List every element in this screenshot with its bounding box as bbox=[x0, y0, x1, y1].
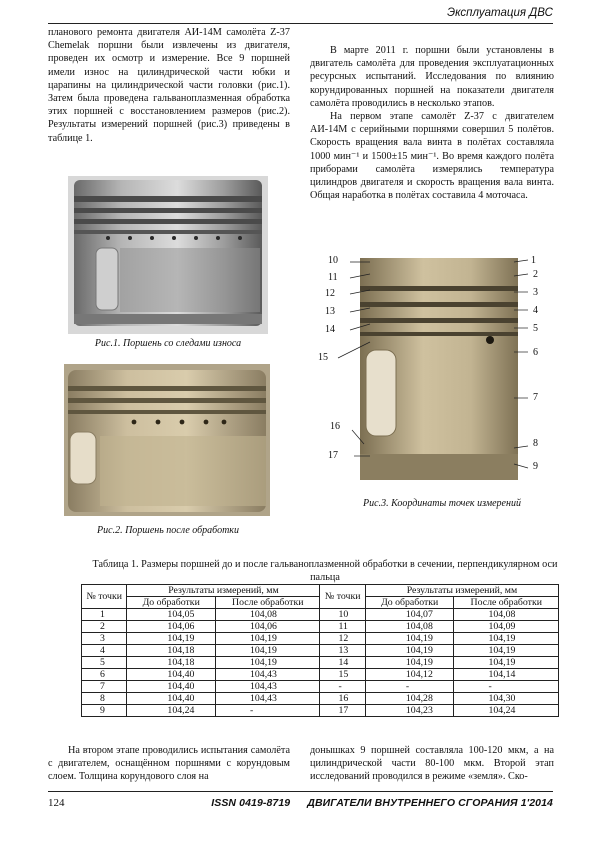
header-after: После обработки bbox=[454, 597, 559, 609]
point-cell: 1 bbox=[82, 609, 127, 621]
figure-3-caption: Рис.3. Координаты точек измерений bbox=[363, 498, 521, 509]
fig3-label-4: 4 bbox=[533, 305, 538, 316]
before-cell: 104,05 bbox=[127, 609, 216, 621]
header-results: Результаты измерений, мм bbox=[127, 585, 320, 597]
footer-rule bbox=[48, 791, 553, 792]
after-cell: 104,19 bbox=[454, 633, 559, 645]
paragraph: На втором этапе проводились испытания самолёта с двигателем, оснащённом поршнями с корундовым слоем. Толщина корундового слоя на bbox=[48, 745, 290, 783]
table-header-row bbox=[82, 585, 559, 597]
after-cell: 104,09 bbox=[454, 621, 559, 633]
before-cell: 104,40 bbox=[127, 693, 216, 705]
before-cell: 104,24 bbox=[127, 705, 216, 717]
before-cell: 104,07 bbox=[365, 609, 454, 621]
after-cell: 104,06 bbox=[216, 621, 320, 633]
point-cell: 16 bbox=[320, 693, 365, 705]
fig3-label-8: 8 bbox=[533, 438, 538, 449]
point-cell: 15 bbox=[320, 669, 365, 681]
figure-1-photo bbox=[68, 176, 268, 334]
page-number: 124 bbox=[48, 797, 65, 809]
table-row bbox=[82, 609, 559, 621]
table-row bbox=[82, 657, 559, 669]
after-cell: 104,43 bbox=[216, 681, 320, 693]
point-cell: 17 bbox=[320, 705, 365, 717]
table-title: Таблица 1. Размеры поршней до и после гальваноплазменной обработки в сечении, перпендикулярном оси пальца bbox=[92, 559, 558, 583]
figure-1-caption: Рис.1. Поршень со следами износа bbox=[94, 338, 242, 349]
after-cell: 104,43 bbox=[216, 693, 320, 705]
point-cell: 12 bbox=[320, 633, 365, 645]
point-cell: 7 bbox=[82, 681, 127, 693]
point-cell: 6 bbox=[82, 669, 127, 681]
after-cell: 104,43 bbox=[216, 669, 320, 681]
fig3-label-12: 12 bbox=[325, 288, 335, 299]
journal-name: ДВИГАТЕЛИ ВНУТРЕННЕГО СГОРАНИЯ 1'2014 bbox=[307, 797, 553, 809]
fig3-label-13: 13 bbox=[325, 306, 335, 317]
running-header bbox=[48, 6, 553, 24]
after-cell: - bbox=[454, 681, 559, 693]
point-cell: 9 bbox=[82, 705, 127, 717]
before-cell: 104,19 bbox=[365, 645, 454, 657]
before-cell: 104,19 bbox=[365, 657, 454, 669]
fig3-label-7: 7 bbox=[533, 392, 538, 403]
fig3-label-6: 6 bbox=[533, 347, 538, 358]
point-cell: 5 bbox=[82, 657, 127, 669]
after-cell: 104,30 bbox=[454, 693, 559, 705]
fig3-label-5: 5 bbox=[533, 323, 538, 334]
header-point: № точки bbox=[82, 585, 127, 609]
table-body bbox=[82, 609, 559, 717]
before-cell: 104,40 bbox=[127, 681, 216, 693]
paragraph: В марте 2011 г. поршни были установлены в двигатель самолёта для проведения эксплуатационных ресурсных испытаний. Исследования по влиянию корундированных поршней на показатели двигателя самолёта проводились в несколько этапов. bbox=[310, 45, 554, 109]
before-cell: 104,08 bbox=[365, 621, 454, 633]
table-row bbox=[82, 633, 559, 645]
fig3-label-2: 2 bbox=[533, 269, 538, 280]
header-results: Результаты измерений, мм bbox=[365, 585, 558, 597]
point-cell: 4 bbox=[82, 645, 127, 657]
after-cell: 104,14 bbox=[454, 669, 559, 681]
before-cell: 104,18 bbox=[127, 657, 216, 669]
point-cell: 14 bbox=[320, 657, 365, 669]
point-cell: 3 bbox=[82, 633, 127, 645]
fig3-label-16: 16 bbox=[330, 421, 340, 432]
fig3-label-17: 17 bbox=[328, 450, 338, 461]
before-cell: 104,40 bbox=[127, 669, 216, 681]
issn: ISSN 0419-8719 bbox=[211, 797, 291, 809]
table-row bbox=[82, 681, 559, 693]
point-cell: 13 bbox=[320, 645, 365, 657]
before-cell: 104,19 bbox=[127, 633, 216, 645]
point-cell: - bbox=[320, 681, 365, 693]
table-row bbox=[82, 669, 559, 681]
paragraph: планового ремонта двигателя АИ-14М самолёта Z-37 Chemelak поршни были извлечены из двигателя, проведен их осмотр и измерение. Все 9 поршней имели износ на цилиндрической части юбки и царапины на цилиндрической части головки (рис.1). Затем была проведена гальваноплазменная обработка этих поршней с восстановлением размеров (рис.2). Результаты измерений поршней (рис.3) приведены в таблице 1. bbox=[48, 27, 290, 144]
header-after: После обработки bbox=[216, 597, 320, 609]
fig3-label-3: 3 bbox=[533, 287, 538, 298]
fig3-label-9: 9 bbox=[533, 461, 538, 472]
table-row bbox=[82, 645, 559, 657]
point-cell: 8 bbox=[82, 693, 127, 705]
point-cell: 2 bbox=[82, 621, 127, 633]
after-cell: 104,19 bbox=[216, 645, 320, 657]
table-row bbox=[82, 693, 559, 705]
table-row bbox=[82, 621, 559, 633]
point-cell: 11 bbox=[320, 621, 365, 633]
right-column-text bbox=[310, 44, 554, 202]
figure-2-photo bbox=[64, 364, 270, 516]
header-point: № точки bbox=[320, 585, 365, 609]
before-cell: 104,19 bbox=[365, 633, 454, 645]
after-cell: 104,08 bbox=[216, 609, 320, 621]
after-cell: - bbox=[216, 705, 320, 717]
point-cell: 10 bbox=[320, 609, 365, 621]
header-before: До обработки bbox=[127, 597, 216, 609]
header-before: До обработки bbox=[365, 597, 454, 609]
before-cell: 104,12 bbox=[365, 669, 454, 681]
before-cell: - bbox=[365, 681, 454, 693]
before-cell: 104,28 bbox=[365, 693, 454, 705]
after-cell: 104,19 bbox=[454, 645, 559, 657]
fig3-label-15: 15 bbox=[318, 352, 328, 363]
after-cell: 104,19 bbox=[454, 657, 559, 669]
figure-3-leaders bbox=[300, 250, 560, 480]
before-cell: 104,18 bbox=[127, 645, 216, 657]
fig3-label-14: 14 bbox=[325, 324, 335, 335]
table-row bbox=[82, 705, 559, 717]
after-cell: 104,19 bbox=[216, 633, 320, 645]
paragraph: На первом этапе самолёт Z-37 с двигателем АИ-14М с серийными поршнями совершил 5 полётов. Скорость вращения вала винта в полётах составляла 1000 мин⁻¹ и 1500±15 мин⁻¹. Во время каждого полёта приборами самолёта измерялись температура цилиндров двигателя и скорость вращения вала винта. Общая наработка в полётах составила 4 моточаса. bbox=[310, 111, 554, 202]
figure-2-caption: Рис.2. Поршень после обработки bbox=[97, 525, 239, 536]
left-column-text bbox=[48, 26, 290, 145]
paragraph: донышках 9 поршней составляла 100-120 мкм, а на цилиндрической части 80-100 мкм. Второй этап исследований проводился в режиме «земля». Ско- bbox=[310, 745, 554, 783]
after-cell: 104,24 bbox=[454, 705, 559, 717]
before-cell: 104,06 bbox=[127, 621, 216, 633]
fig3-label-10: 10 bbox=[328, 255, 338, 266]
section-title: Эксплуатация ДВС bbox=[447, 7, 553, 19]
journal-footer bbox=[211, 797, 553, 809]
before-cell: 104,23 bbox=[365, 705, 454, 717]
bottom-left-text bbox=[48, 744, 290, 784]
fig3-label-1: 1 bbox=[531, 255, 536, 266]
after-cell: 104,19 bbox=[216, 657, 320, 669]
results-table bbox=[81, 584, 559, 717]
fig3-label-11: 11 bbox=[328, 272, 338, 283]
bottom-right-text bbox=[310, 744, 554, 784]
after-cell: 104,08 bbox=[454, 609, 559, 621]
